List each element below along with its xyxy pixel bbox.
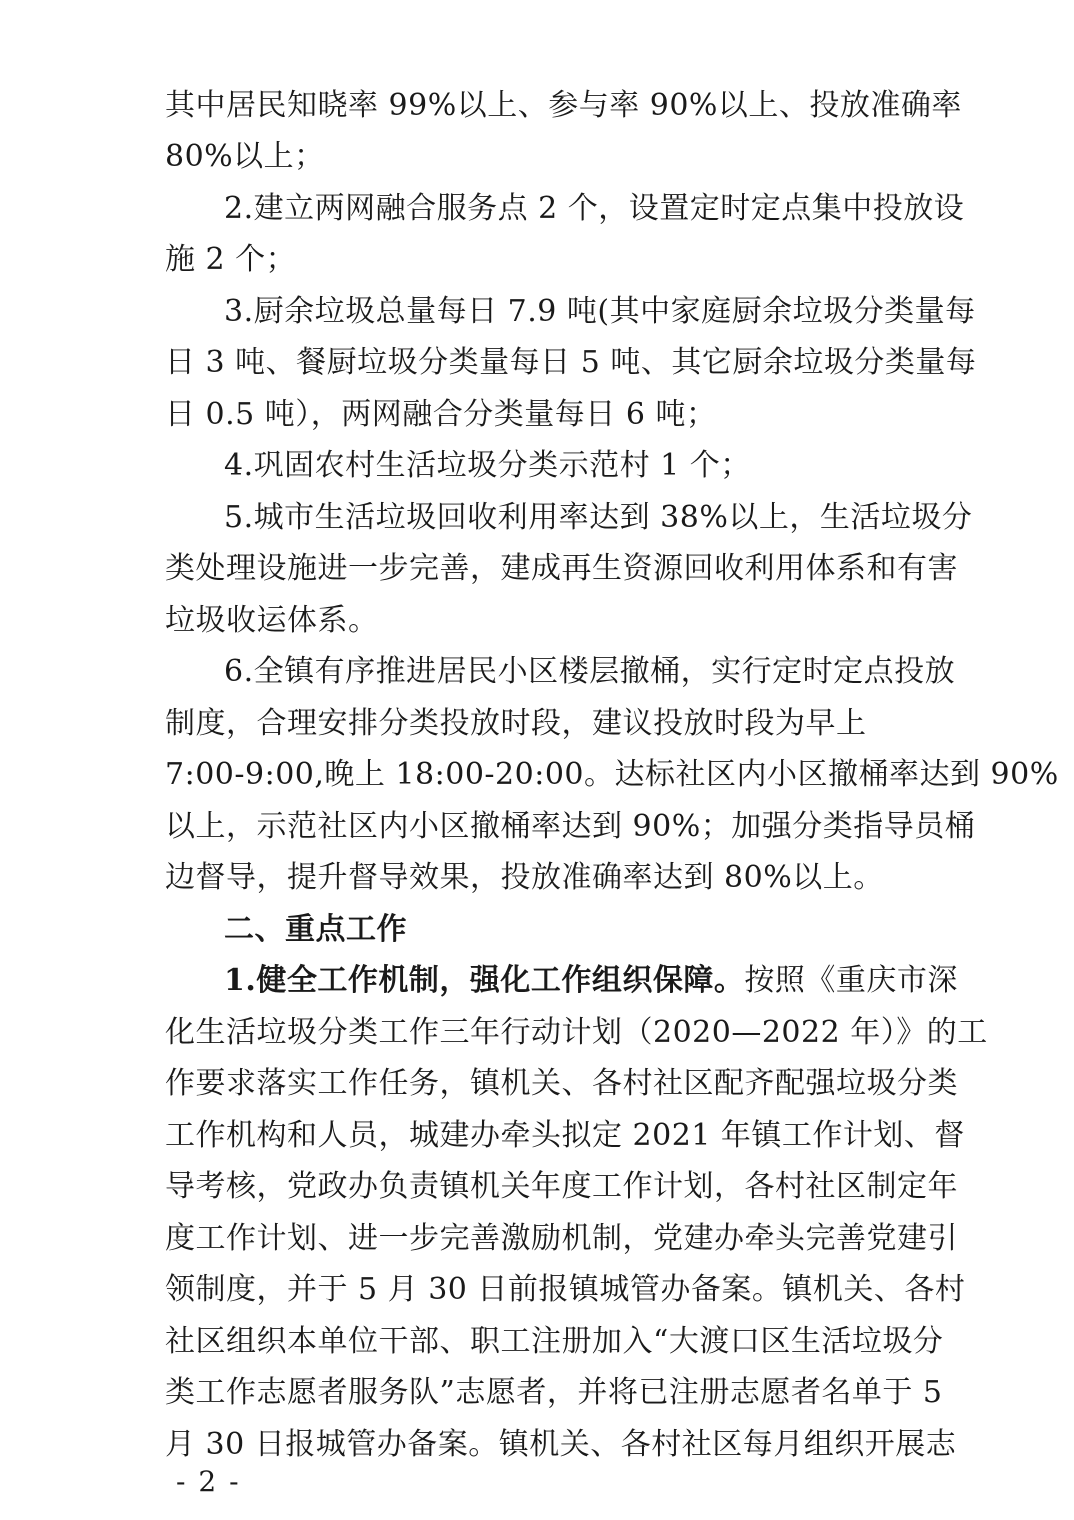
text-line: 导考核，党政办负责镇机关年度工作计划，各村社区制定年	[165, 1169, 958, 1204]
text-line: 4.巩固农村生活垃圾分类示范村 1 个；	[224, 448, 751, 483]
text-line: 3.厨余垃圾总量每日 7.9 吨(其中家庭厨余垃圾分类量每	[224, 294, 976, 329]
text-line: 月 30 日报城管办备案。镇机关、各村社区每月组织开展志	[165, 1427, 957, 1462]
section-1-first-line	[224, 955, 958, 1007]
section-1-text: 按照《重庆市深	[744, 963, 958, 998]
text-line: 2.建立两网融合服务点 2 个，设置定时定点集中投放设	[224, 191, 965, 226]
text-line: 制度，合理安排分类投放时段，建议投放时段为早上	[165, 706, 867, 741]
text-line: 5.城市生活垃圾回收利用率达到 38%以上，生活垃圾分	[224, 500, 973, 535]
text-line: 社区组织本单位干部、职工注册加入“大渡口区生活垃圾分	[165, 1324, 944, 1359]
text-line: 其中居民知晓率 99%以上、参与率 90%以上、投放准确率	[165, 88, 962, 123]
text-line: 边督导，提升督导效果，投放准确率达到 80%以上。	[165, 860, 884, 895]
text-line: 类工作志愿者服务队”志愿者，并将已注册志愿者名单于 5	[165, 1375, 943, 1410]
text-line: 领制度，并于 5 月 30 日前报镇城管办备案。镇机关、各村	[165, 1272, 966, 1307]
text-line: 以上，示范社区内小区撤桶率达到 90%；加强分类指导员桶	[165, 809, 976, 844]
text-line: 日 0.5 吨），两网融合分类量每日 6 吨；	[165, 397, 717, 432]
text-line: 类处理设施进一步完善，建成再生资源回收利用体系和有害	[165, 551, 958, 586]
section-1-title: 1.健全工作机制，强化工作组织保障。	[224, 963, 745, 998]
text-line: 垃圾收运体系。	[165, 603, 379, 638]
text-line: 7:00-9:00,晚上 18:00-20:00。达标社区内小区撤桶率达到 90%	[165, 757, 1059, 792]
text-line: 施 2 个；	[165, 242, 297, 277]
text-line: 日 3 吨、餐厨垃圾分类量每日 5 吨、其它厨余垃圾分类量每	[165, 345, 977, 380]
text-line: 作要求落实工作任务，镇机关、各村社区配齐配强垃圾分类	[165, 1066, 958, 1101]
section-heading: 二、重点工作	[224, 912, 407, 947]
text-line: 化生活垃圾分类工作三年行动计划（2020—2022 年）》的工	[165, 1015, 988, 1050]
text-line: 6.全镇有序推进居民小区楼层撤桶，实行定时定点投放	[224, 654, 956, 689]
text-line: 度工作计划、进一步完善激励机制，党建办牵头完善党建引	[165, 1221, 958, 1256]
page-number: - 2 -	[176, 1465, 241, 1498]
text-line: 工作机构和人员，城建办牵头拟定 2021 年镇工作计划、督	[165, 1118, 965, 1153]
text-line: 80%以上；	[165, 139, 325, 174]
